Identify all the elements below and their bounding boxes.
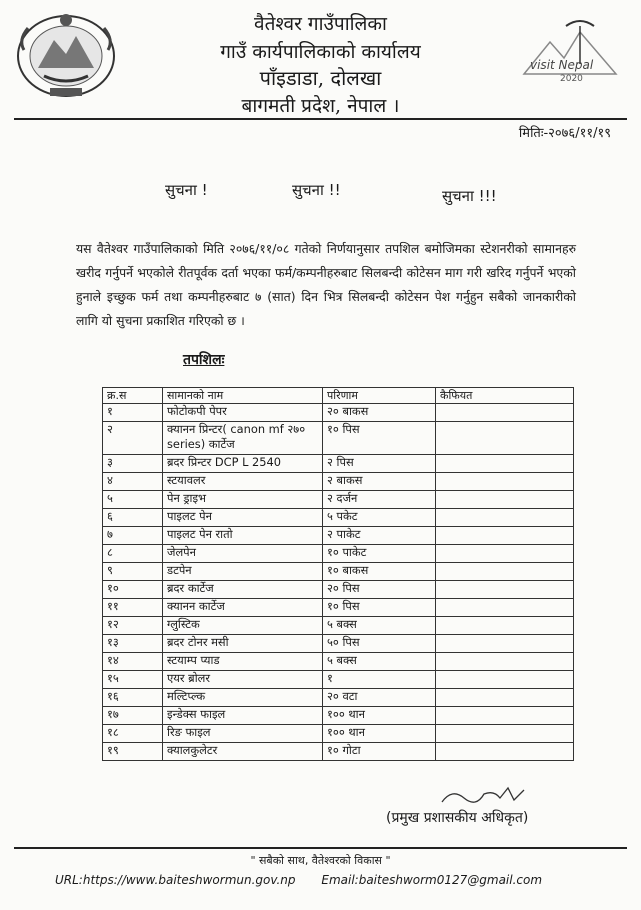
cell-remarks xyxy=(436,653,574,671)
cell-remarks xyxy=(436,404,574,422)
footer-contact xyxy=(55,873,564,887)
notice-word-1: सुचना ! xyxy=(165,181,208,199)
cell-sn: १५ xyxy=(103,671,163,689)
cell-remarks xyxy=(436,707,574,725)
cell-quantity: १०० थान xyxy=(323,725,436,743)
cell-sn: १८ xyxy=(103,725,163,743)
table-body xyxy=(103,404,574,761)
email-address: Email:baiteshworm0127@gmail.com xyxy=(321,873,543,887)
cell-sn: २ xyxy=(103,422,163,455)
cell-sn: ४ xyxy=(103,473,163,491)
notice-body: यस वैतेश्वर गाउँपालिकाको मिति २०७६/११/०८ गतेको निर्णयानुसार तपशिल बमोजिमका स्टेशनरीको सामानहरु खरीद गर्नुपर्ने भएकोले रीतपूर्वक दर्ता भएका फर्म/कम्पनीहरुबाट सिलबन्दी कोटेसन माग गरी खरिद गर्नुपर्ने भएको हुनाले इच्छुक फर्म तथा कम्पनीहरुबाट ७ (सात) दिन भित्र सिलबन्दी कोटेसन पेश गर्नुहुन सबैको जानकारीको लागि यो सुचना प्रकाशित गरिएको छ । xyxy=(76,241,576,328)
col-header-remarks: कैफियत xyxy=(436,388,574,404)
cell-remarks xyxy=(436,545,574,563)
table-row xyxy=(103,689,574,707)
cell-remarks xyxy=(436,491,574,509)
cell-remarks xyxy=(436,743,574,761)
document-date: मितिः-२०७६/११/१९ xyxy=(518,126,611,141)
table-row xyxy=(103,455,574,473)
cell-sn: ११ xyxy=(103,599,163,617)
cell-quantity: ५० पिस xyxy=(323,635,436,653)
cell-quantity: २ पाकेट xyxy=(323,527,436,545)
signatory-title: (प्रमुख प्रशासकीय अधिकृत) xyxy=(386,810,529,826)
col-header-item: सामानको नाम xyxy=(163,388,323,404)
cell-remarks xyxy=(436,689,574,707)
cell-remarks xyxy=(436,422,574,455)
cell-remarks xyxy=(436,473,574,491)
cell-item: फोटोकपी पेपर xyxy=(163,404,323,422)
cell-item: मल्टिप्ल्क xyxy=(163,689,323,707)
cell-remarks xyxy=(436,599,574,617)
cell-quantity: १०० थान xyxy=(323,707,436,725)
cell-remarks xyxy=(436,725,574,743)
cell-remarks xyxy=(436,581,574,599)
cell-quantity: २ बाकस xyxy=(323,473,436,491)
cell-item: पाइलट पेन xyxy=(163,509,323,527)
office-location: पाँइडाडा, दोलखा xyxy=(259,66,382,90)
cell-item: इन्डेक्स फाइल xyxy=(163,707,323,725)
cell-quantity: १० पाकेट xyxy=(323,545,436,563)
table-row xyxy=(103,707,574,725)
cell-item: ब्रदर टोनर मसी xyxy=(163,635,323,653)
motto: " सबैको साथ, वैतेश्वरको विकास " xyxy=(250,854,391,867)
cell-quantity: २ पिस xyxy=(323,455,436,473)
cell-item: ब्रदर कार्टेज xyxy=(163,581,323,599)
col-header-sn: क्र.स xyxy=(103,388,163,404)
table-row xyxy=(103,743,574,761)
header-divider xyxy=(14,118,627,120)
table-row xyxy=(103,545,574,563)
col-header-quantity: परिणाम xyxy=(323,388,436,404)
cell-sn: १० xyxy=(103,581,163,599)
cell-item: क्यानन प्रिन्टर( canon mf २७० series) कार्टेज xyxy=(163,422,323,455)
cell-item: डटपेन xyxy=(163,563,323,581)
cell-remarks xyxy=(436,455,574,473)
municipality-name: वैतेश्वर गाउँपालिका xyxy=(254,13,387,35)
cell-sn: १६ xyxy=(103,689,163,707)
cell-sn: ८ xyxy=(103,545,163,563)
cell-sn: ९ xyxy=(103,563,163,581)
table-row xyxy=(103,404,574,422)
cell-item: पाइलट पेन रातो xyxy=(163,527,323,545)
cell-remarks xyxy=(436,671,574,689)
cell-remarks xyxy=(436,563,574,581)
cell-item: स्टयावलर xyxy=(163,473,323,491)
cell-sn: १ xyxy=(103,404,163,422)
cell-sn: ५ xyxy=(103,491,163,509)
cell-sn: ३ xyxy=(103,455,163,473)
cell-remarks xyxy=(436,527,574,545)
cell-quantity: १ xyxy=(323,671,436,689)
cell-quantity: १० पिस xyxy=(323,599,436,617)
office-province: बागमती प्रदेश, नेपाल । xyxy=(241,95,400,117)
notice-word-3: सुचना !!! xyxy=(442,187,497,205)
table-row xyxy=(103,671,574,689)
table-row xyxy=(103,617,574,635)
table-row xyxy=(103,653,574,671)
office-name: गाउँ कार्यपालिकाको कार्यालय xyxy=(220,41,421,63)
cell-item: जेलपेन xyxy=(163,545,323,563)
table-row xyxy=(103,509,574,527)
cell-quantity: १० बाकस xyxy=(323,563,436,581)
cell-sn: १७ xyxy=(103,707,163,725)
table-row xyxy=(103,599,574,617)
cell-quantity: २० बाकस xyxy=(323,404,436,422)
table-row xyxy=(103,473,574,491)
cell-item: ब्रदर प्रिन्टर DCP L 2540 xyxy=(163,455,323,473)
footer-divider xyxy=(14,847,627,849)
items-table xyxy=(102,387,574,761)
table-row xyxy=(103,422,574,455)
cell-remarks xyxy=(436,635,574,653)
cell-quantity: २ दर्जन xyxy=(323,491,436,509)
visit-nepal-year: 2020 xyxy=(560,74,583,84)
cell-quantity: २० वटा xyxy=(323,689,436,707)
signature-scrawl-icon xyxy=(438,784,528,810)
cell-quantity: २० पिस xyxy=(323,581,436,599)
cell-sn: १९ xyxy=(103,743,163,761)
cell-item: स्टयाम्प प्याड xyxy=(163,653,323,671)
cell-remarks xyxy=(436,617,574,635)
cell-quantity: ५ बक्स xyxy=(323,653,436,671)
table-row xyxy=(103,527,574,545)
website-url: URL:https://www.baiteshwormun.gov.np xyxy=(55,873,296,887)
cell-item: रिङ फाइल xyxy=(163,725,323,743)
visit-nepal-text: visit Nepal xyxy=(530,58,594,72)
table-row xyxy=(103,491,574,509)
cell-item: क्यालकुलेटर xyxy=(163,743,323,761)
cell-sn: १२ xyxy=(103,617,163,635)
cell-remarks xyxy=(436,509,574,527)
cell-quantity: ५ बक्स xyxy=(323,617,436,635)
cell-item: एयर ब्रोलर xyxy=(163,671,323,689)
table-row xyxy=(103,725,574,743)
table-row xyxy=(103,581,574,599)
tapsil-heading: तपशिलः xyxy=(183,352,225,368)
cell-sn: १४ xyxy=(103,653,163,671)
cell-sn: ६ xyxy=(103,509,163,527)
cell-item: ग्लुस्टिक xyxy=(163,617,323,635)
cell-sn: ७ xyxy=(103,527,163,545)
cell-quantity: १० गोटा xyxy=(323,743,436,761)
table-header-row xyxy=(103,388,574,404)
cell-sn: १३ xyxy=(103,635,163,653)
cell-quantity: १० पिस xyxy=(323,422,436,455)
notice-word-2: सुचना !! xyxy=(292,181,341,199)
cell-quantity: ५ पकेट xyxy=(323,509,436,527)
table-row xyxy=(103,563,574,581)
cell-item: क्यानन कार्टेज xyxy=(163,599,323,617)
cell-item: पेन ड्राइभ xyxy=(163,491,323,509)
table-row xyxy=(103,635,574,653)
